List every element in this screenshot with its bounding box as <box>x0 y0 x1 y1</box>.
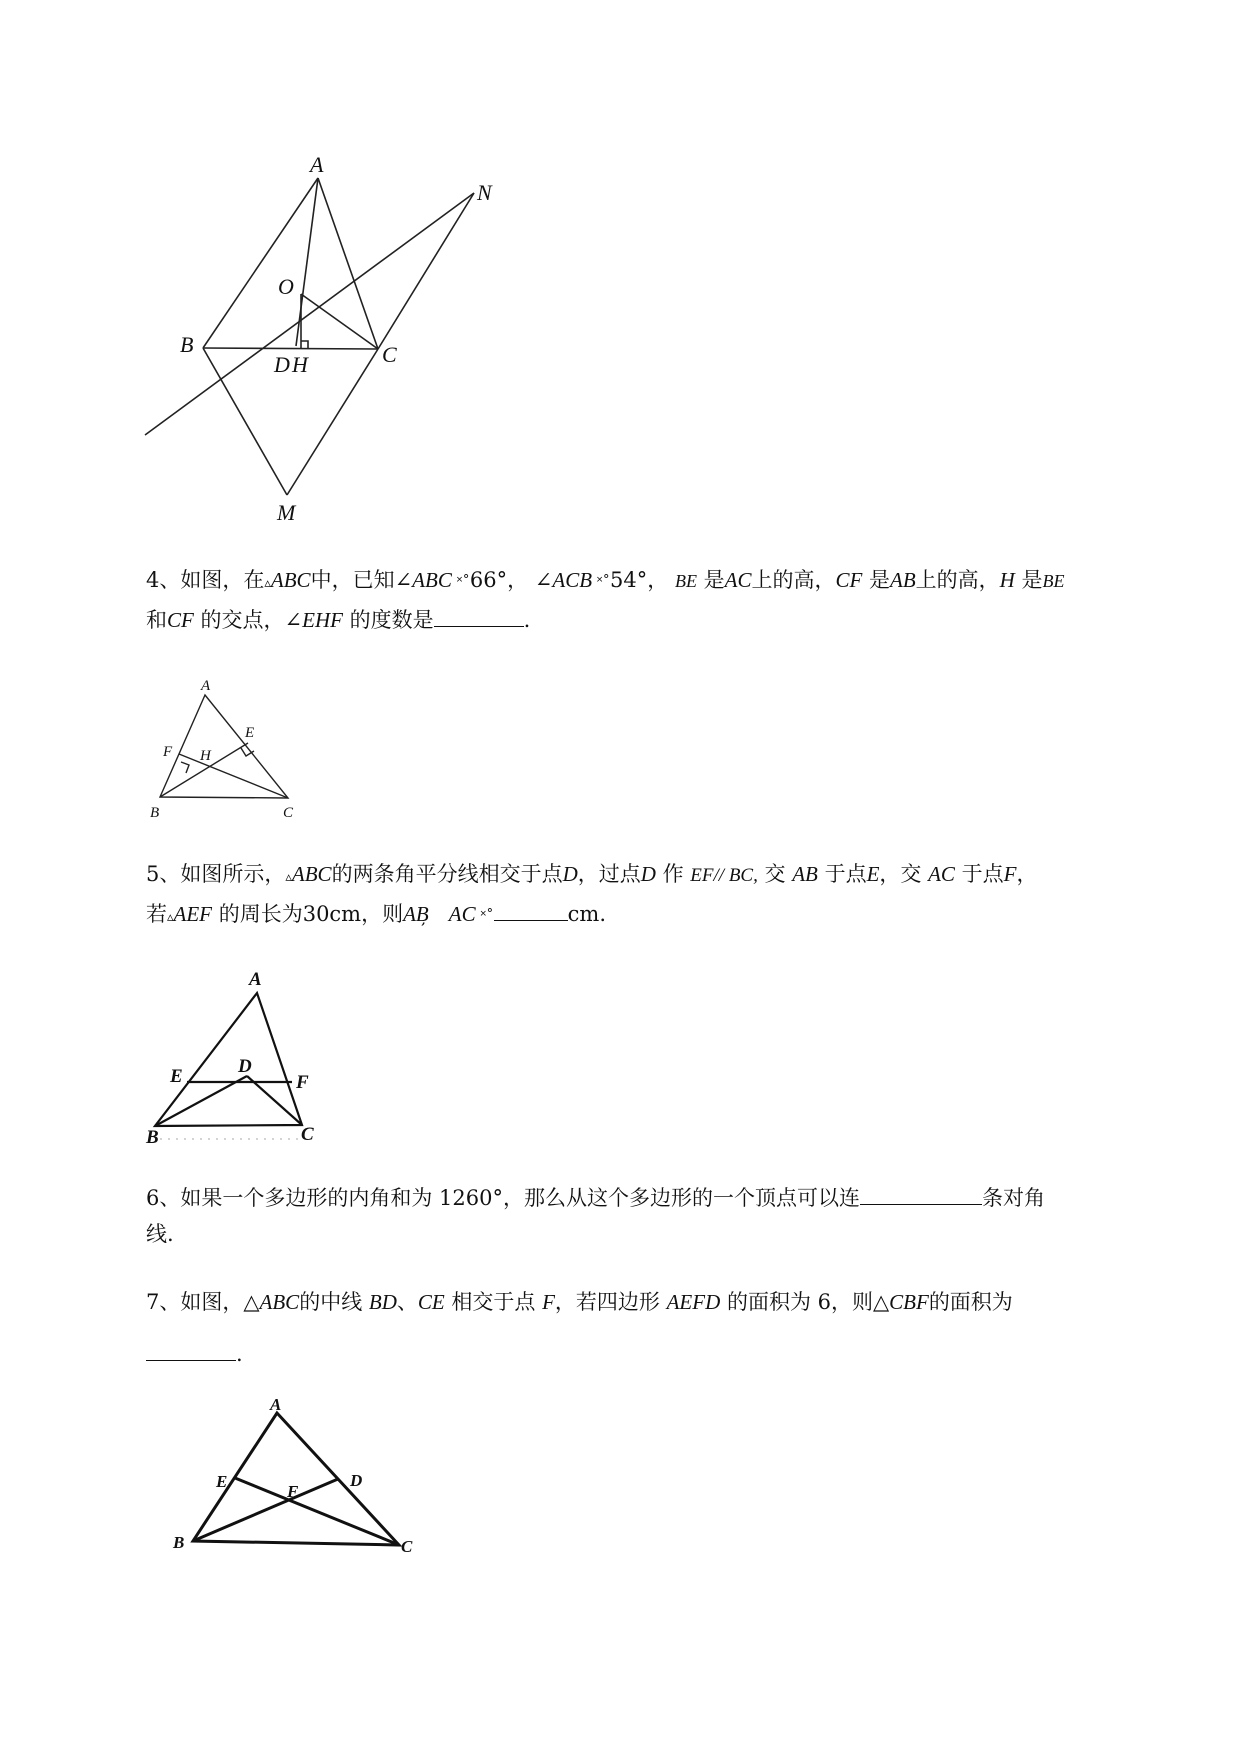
label-D: D <box>238 1056 252 1077</box>
answer-blank <box>860 1182 982 1205</box>
figure-3-diagram <box>140 150 520 530</box>
question-number: 5、 <box>146 862 181 886</box>
label-B: B <box>150 805 160 821</box>
label-B: B <box>173 1533 185 1552</box>
label-A: A <box>249 969 262 990</box>
question-number: 7、 <box>146 1290 181 1314</box>
figure-5-diagram <box>140 962 330 1147</box>
label-F: F <box>163 744 173 760</box>
label-F: F <box>296 1072 309 1093</box>
label-B: B <box>180 332 194 357</box>
label-B: B <box>146 1127 159 1147</box>
label-D: D <box>274 352 290 377</box>
label-A: A <box>270 1395 282 1414</box>
label-N: N <box>477 180 492 205</box>
label-M: M <box>277 500 296 525</box>
label-A: A <box>310 152 324 177</box>
question-4: 4、如图，在▵ABC中，已知∠ABC ˟˚66°， ∠ACB ˟˚54°， BE 是AC上的高，CF 是AB上的高，H 是BE 和CF 的交点，∠EHF 的度数是 . <box>146 568 1065 632</box>
label-F: F <box>287 1482 299 1501</box>
label-H: H <box>292 352 308 377</box>
label-O: O <box>278 274 294 299</box>
figure-7-diagram <box>165 1390 430 1565</box>
question-6: 6、如果一个多边形的内角和为 1260°，那么从这个多边形的一个顶点可以连 条对角 线. <box>146 1180 1156 1252</box>
answer-blank <box>146 1338 236 1361</box>
label-C: C <box>301 1124 314 1145</box>
label-H: H <box>200 748 211 764</box>
question-7: 7、如图，△ABC的中线 BD、CE 相交于点 F，若四边形 AEFD 的面积为 6，则△CBF的面积为 . <box>146 1290 1013 1366</box>
question-number: 4、 <box>146 568 181 592</box>
label-A: A <box>201 678 211 694</box>
label-C: C <box>382 342 397 367</box>
label-C: C <box>401 1537 413 1556</box>
label-C: C <box>283 805 294 821</box>
label-E: E <box>170 1066 183 1087</box>
label-D: D <box>350 1471 363 1490</box>
label-E: E <box>245 725 255 741</box>
figure-4-diagram <box>145 672 315 827</box>
question-5: 5、如图所示，▵ABC的两条角平分线相交于点D，过点D 作 EF// BC, 交 AB 于点E，交 AC 于点F， 若▵AEF 的周长为30cm，则AB AC ˟˚ cm. <box>146 862 1038 926</box>
answer-blank <box>494 898 568 921</box>
answer-blank <box>434 604 524 627</box>
question-number: 6、 <box>146 1186 181 1210</box>
label-E: E <box>216 1472 228 1491</box>
